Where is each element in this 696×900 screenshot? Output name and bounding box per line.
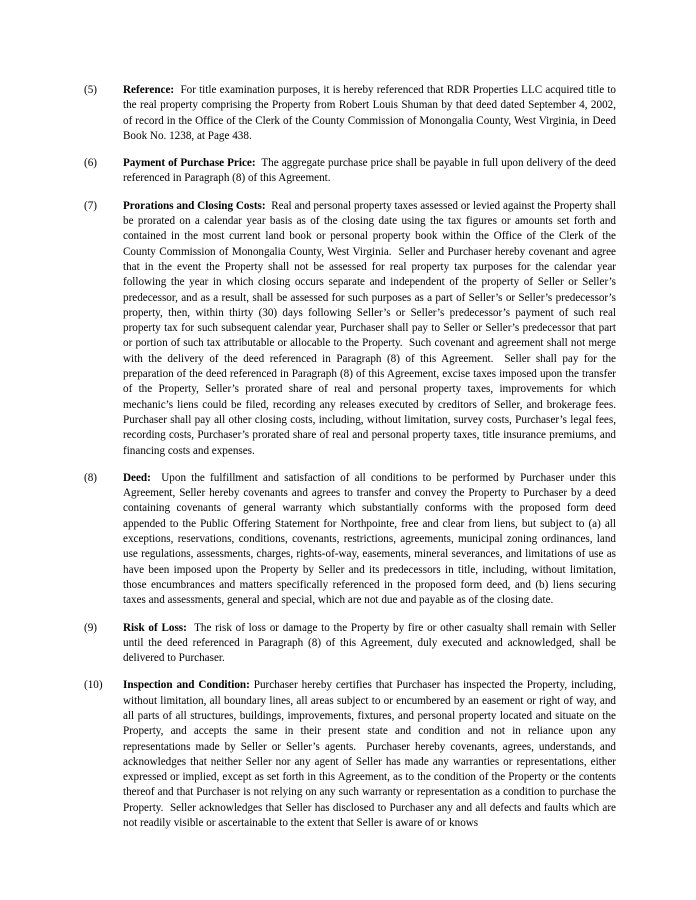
paragraph-10 <box>84 678 619 831</box>
paragraph-body: The risk of loss or damage to the Property by fire or other casualty shall remain with Seller until the deed referenced in Paragraph (8) of this Agreement, duly executed and acknowledged, shall be delivered to Purchaser. <box>123 621 619 665</box>
paragraph-heading: Risk of Loss: <box>123 621 187 634</box>
paragraph-body: Purchaser hereby certifies that Purchaser has inspected the Property, including, without limitation, all boundary lines, all areas subject to or encumbered by an easement or right of way, and all parts of all structures, buildings, improvements, fixtures, and personal property located and situate on the Property, and accepts the same in their present state and condition and not in reliance upon any representations made by Seller or Seller’s agents. Purchaser hereby covenants, agrees, understands, and acknowledges that neither Seller nor any agent of Seller has made any warranties or representations, either expressed or implied, except as set forth in this Agreement, as to the condition of the Property or the contents thereof and that Purchaser is not relying on any such warranty or representation as a condition to purchase the Property. Seller acknowledges that Seller has disclosed to Purchaser any and all defects and faults which are not readily visible or ascertainable to the extent that Seller is aware of or knows <box>123 679 619 830</box>
paragraph-body: Upon the fulfillment and satisfaction of all conditions to be performed by Purchaser under this Agreement, Seller hereby covenants and agrees to transfer and convey the Property to Purchaser by a deed containing covenants of general warranty which substantially conforms with the proposed form deed appended to the Public Offering Statement for Northpointe, free and clear from liens, but subject to (a) all exceptions, reservations, conditions, covenants, restrictions, agreements, municipal zoning ordinances, land use regulations, assessments, charges, rights-of-way, easements, mineral severances, and limitations of use as have been imposed upon the Property by Seller and its predecessors in title, including, without limitation, those encumbrances and matters specifically referenced in the proposed form deed, and (b) liens securing taxes and assessments, general and special, which are not due and payable as of the closing date. <box>123 471 619 607</box>
paragraph-body: Real and personal property taxes assessed or levied against the Property shall be prorated on a calendar year basis as of the closing date using the tax figures or amounts set forth and contained in the most current land book or personal property book within the Office of the Clerk of the County Commission of Monongalia County, West Virginia. Seller and Purchaser hereby covenant and agree that in the event the Property shall not be assessed for real property tax purposes for the calendar year following the year in which closing occurs separate and independent of the property of Seller or Seller’s predecessor, and as a result, shall be assessed for such purposes as a part of Seller’s or Seller’s predecessor’s property, then, within thirty (30) days following Seller’s or Seller’s predecessor’s payment of such real property tax for such subsequent calendar year, Purchaser shall pay to Seller or Seller’s predecessor that part or portion of such tax attributable or allocable to the Property. Such covenant and agreement shall not merge with the delivery of the deed referenced in Paragraph (8) of this Agreement. Seller shall pay for the preparation of the deed referenced in Paragraph (8) of this Agreement, excise taxes imposed upon the transfer of the Property, Seller’s prorated share of real and personal property taxes, improvements for which mechanic’s liens could be filed, recording any releases executed by creditors of Seller, and brokerage fees. Purchaser shall pay all other closing costs, including, without limitation, survey costs, Purchaser’s legal fees, recording costs, Purchaser’s prorated share of real and personal property taxes, title insurance premiums, and financing costs and expenses. <box>123 199 622 457</box>
paragraph-7 <box>84 199 622 459</box>
paragraph-number: (5) <box>84 84 97 96</box>
paragraph-body: The aggregate purchase price shall be payable in full upon delivery of the deed referenced in Paragraph (8) of this Agreement. <box>123 157 619 185</box>
paragraph-8 <box>84 471 619 609</box>
paragraph-9 <box>84 621 619 667</box>
paragraph-heading: Reference: <box>123 84 175 96</box>
paragraph-number: (7) <box>84 199 97 212</box>
paragraph-5 <box>84 83 619 144</box>
paragraph-6 <box>84 156 619 187</box>
paragraph-heading: Prorations and Closing Costs: <box>123 199 266 212</box>
paragraph-number: (9) <box>84 621 97 634</box>
paragraph-body: For title examination purposes, it is hereby referenced that RDR Properties LLC acquired title to the real property comprising the Property from Robert Louis Shuman by that deed dated September 4, 2002, of record in the Office of the Clerk of the County Commission of Monongalia County, West Virginia, in Deed Book No. 1238, at Page 438. <box>123 84 619 142</box>
paragraph-heading: Deed: <box>123 471 151 484</box>
paragraph-heading: Payment of Purchase Price: <box>123 157 256 170</box>
paragraph-number: (8) <box>84 471 97 484</box>
paragraph-number: (10) <box>84 679 103 692</box>
paragraph-number: (6) <box>84 157 97 170</box>
paragraph-heading: Inspection and Condition: <box>123 679 250 692</box>
